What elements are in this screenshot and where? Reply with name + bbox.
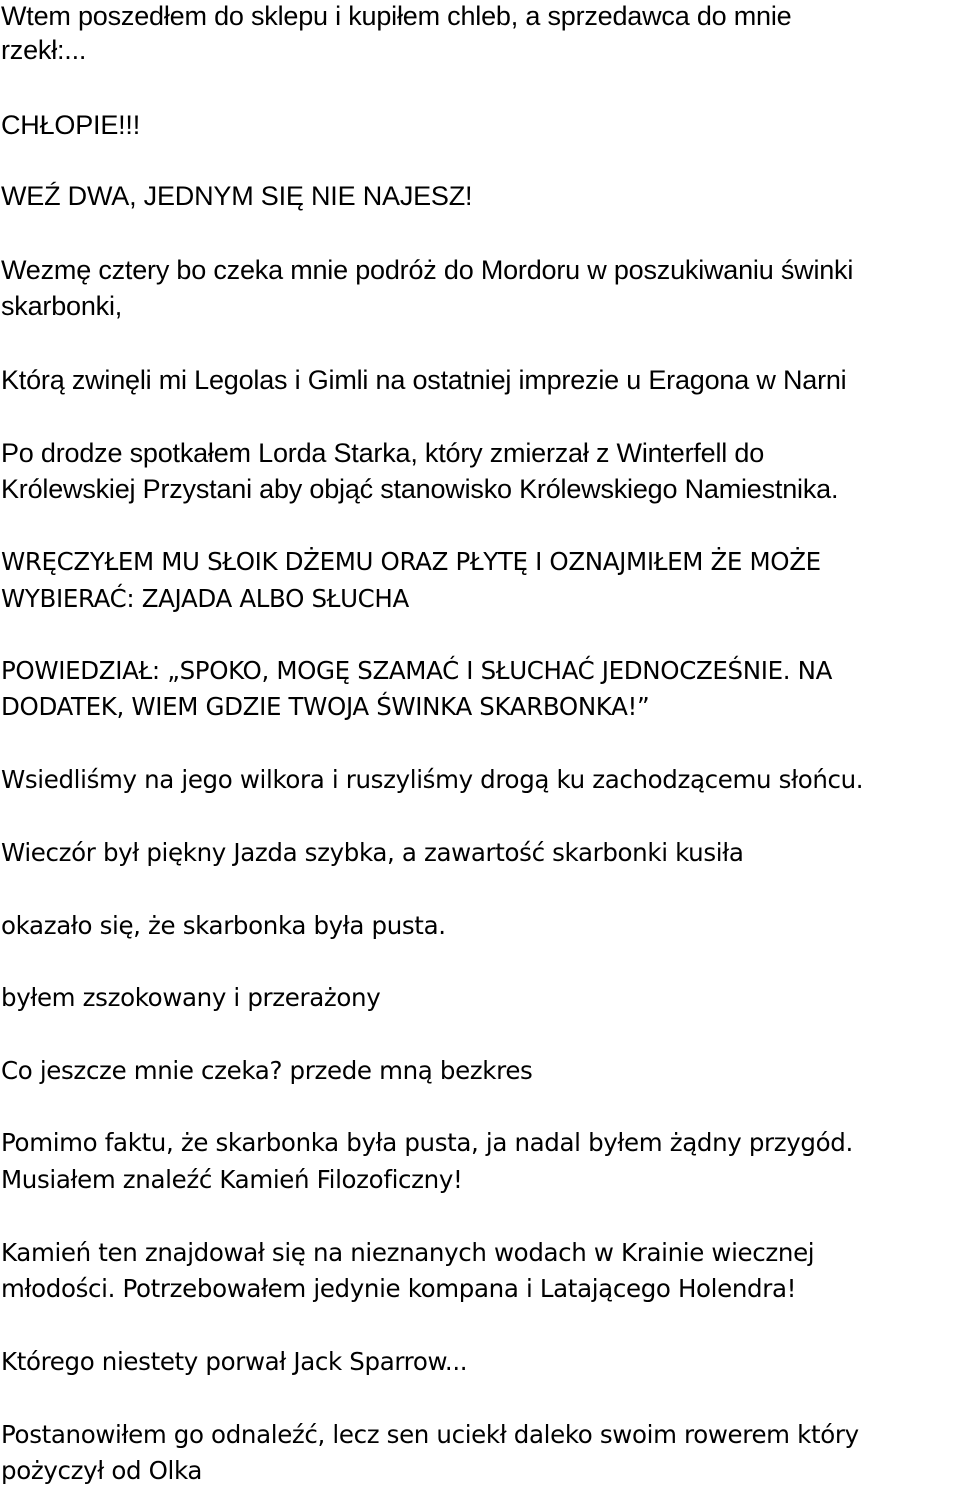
paragraph-4-line-2: skarbonki, [1,291,123,321]
paragraph-8-line-1: POWIEDZIAŁ: „SPOKO, MOGĘ SZAMAĆ I SŁUCHAĆ JEDNOCZEŚNIE. NA [1,656,832,685]
paragraph-5-line-1: Którą zwinęli mi Legolas i Gimli na ostatniej imprezie u Eragona w Narni [1,365,847,395]
paragraph-4-line-1: Wezmę cztery bo czeka mnie podróż do Mordoru w poszukiwaniu świnki [1,255,854,285]
paragraph-7-line-2: WYBIERAĆ: ZAJADA ALBO SŁUCHA [1,584,409,613]
paragraph-6-line-1: Po drodze spotkałem Lorda Starka, który zmierzał z Winterfell do [1,438,765,468]
paragraph-7-line-1: WRĘCZYŁEM MU SŁOIK DŻEMU ORAZ PŁYTĘ I OZNAJMIŁEM ŻE MOŻE [1,547,821,576]
paragraph-6-line-2: Królewskiej Przystani aby objąć stanowisko Królewskiego Namiestnika. [1,474,839,504]
paragraph-17-line-2: pożyczył od Olka [1,1456,203,1485]
paragraph-1-line-2: rzekł:... [1,35,87,65]
paragraph-1-line-1: Wtem poszedłem do sklepu i kupiłem chleb, a sprzedawca do mnie [1,1,792,31]
paragraph-14-line-1: Pomimo faktu, że skarbonka była pusta, ja nadal byłem żądny przygód. [1,1128,853,1157]
paragraph-8-line-2: DODATEK, WIEM GDZIE TWOJA ŚWINKA SKARBONKA!” [1,692,650,721]
paragraph-16-line-1: Którego niestety porwał Jack Sparrow... [1,1347,468,1376]
paragraph-15-line-1: Kamień ten znajdował się na nieznanych wodach w Krainie wiecznej [1,1238,815,1267]
paragraph-14-line-2: Musiałem znaleźć Kamień Filozoficzny! [1,1165,463,1194]
paragraph-2-line-1: CHŁOPIE!!! [1,110,141,140]
paragraph-10-line-1: Wieczór był piękny Jazda szybka, a zawartość skarbonki kusiła [1,838,744,867]
paragraph-3-line-1: WEŹ DWA, JEDNYM SIĘ NIE NAJESZ! [1,181,473,211]
paragraph-11-line-1: okazało się, że skarbonka była pusta. [1,911,446,940]
paragraph-9-line-1: Wsiedliśmy na jego wilkora i ruszyliśmy drogą ku zachodzącemu słońcu. [1,765,864,794]
paragraph-13-line-1: Co jeszcze mnie czeka? przede mną bezkres [1,1056,533,1085]
paragraph-15-line-2: młodości. Potrzebowałem jedynie kompana i Latającego Holendra! [1,1274,797,1303]
paragraph-12-line-1: byłem zszokowany i przerażony [1,983,381,1012]
paragraph-17-line-1: Postanowiłem go odnaleźć, lecz sen uciekł daleko swoim rowerem który [1,1420,859,1449]
